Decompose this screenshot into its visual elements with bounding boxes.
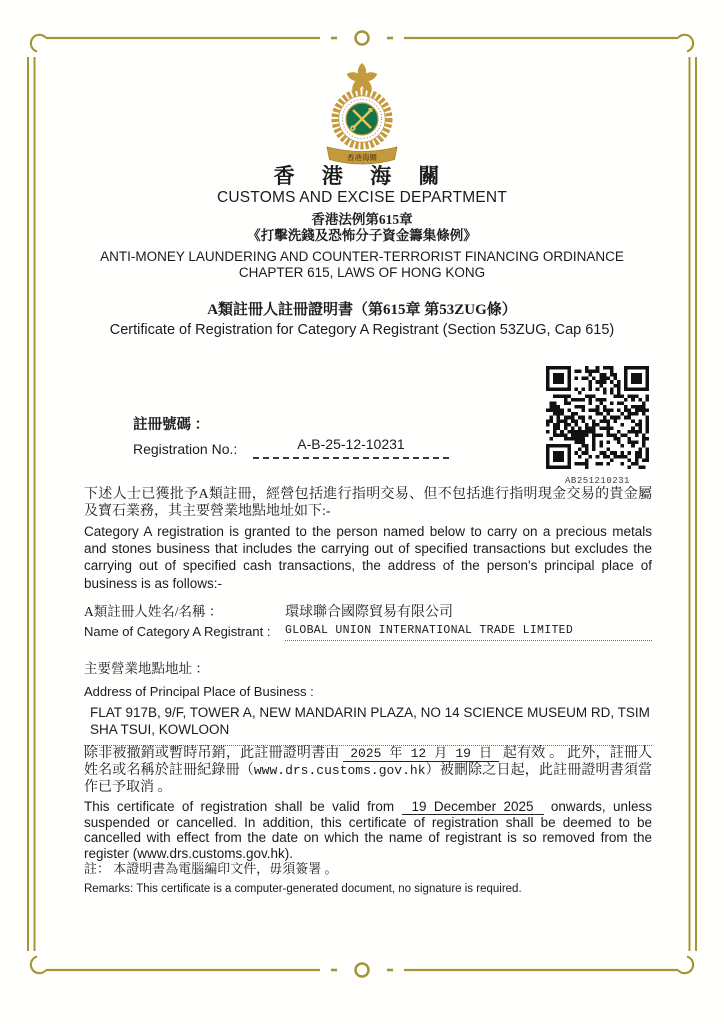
ordinance-name-zh: 《打擊洗錢及恐怖分子資金籌集條例》 <box>247 227 477 243</box>
validity-zh-text-3: ）被刪除之日起，此註冊證明書須當作已予取消 。 <box>84 762 653 795</box>
registration-number-label-en: Registration No.: <box>133 441 238 457</box>
certificate-title-en: Certificate of Registration for Category A Registrant (Section 53ZUG, Cap 615) <box>109 322 615 338</box>
registrant-name-labels <box>84 600 285 641</box>
validity-paragraph-en <box>84 799 652 861</box>
department-title-en: CUSTOMS AND EXCISE DEPARTMENT <box>216 189 507 206</box>
business-address-label-zh: 主要營業地點地址 ： <box>84 661 209 676</box>
department-title-zh: 香 港 海 關 <box>273 164 451 188</box>
validity-start-date-en: 19 December 2025 <box>402 799 544 815</box>
qr-code <box>546 366 649 469</box>
validity-en-text-2: onwards, unless suspended or cancelled. In addition, this certificate of registration shall be deemed to be cancelled with effect from the date on which the name of registrant is so removed from the register (www.drs.customs.gov.hk). <box>84 799 652 861</box>
ordinance-chapter-en: CHAPTER 615, LAWS OF HONG KONG <box>238 264 486 280</box>
grant-paragraph-en: Category A registration is granted to the person named below to carry on a precious metals and stones business that includes the carrying out of specified transactions but excludes the carrying out of specified cash transactions, the address of the person's principal place of business is as follows:- <box>84 524 652 591</box>
validity-paragraph-zh <box>84 746 652 796</box>
registration-number-value: A-B-25-12-10231 <box>253 436 449 459</box>
remarks-section <box>84 858 652 895</box>
remarks-en: Remarks: This certificate is a computer-generated document, no signature is required. <box>84 883 522 895</box>
validity-start-date-zh: 2025 年 12 月 19 日 <box>343 746 499 762</box>
qr-code-label: AB251210231 <box>565 476 630 486</box>
business-address-label-en: Address of Principal Place of Business : <box>84 684 314 699</box>
validity-paragraph <box>84 746 652 861</box>
grant-paragraph-zh: 下述人士已獲批予A類註冊，經營包括進行指明交易、但不包括進行指明現金交易的貴金屬及寶石業務，其主要營業地點地址如下:- <box>84 487 652 519</box>
border-ornament-top <box>331 32 393 45</box>
registrant-name-values <box>285 600 652 641</box>
registrant-name-en: GLOBAL UNION INTERNATIONAL TRADE LIMITED <box>285 624 574 637</box>
validity-zh-text-1: 除非被撤銷或暫時吊銷，此註冊證明書由 <box>84 746 340 761</box>
registrant-name-label-en: Name of Category A Registrant : <box>84 624 271 639</box>
registration-number-section <box>133 413 513 457</box>
ordinance-chapter-zh: 香港法例第615章 <box>311 212 413 227</box>
registrant-name-label-zh: A類註冊人姓名/名稱 ： <box>84 604 223 619</box>
ordinance-title-en <box>0 249 724 280</box>
border-ornament-bottom <box>331 964 393 977</box>
grant-paragraph <box>84 486 652 592</box>
business-address-section <box>84 657 652 746</box>
banner-text: 香港海關 <box>347 153 377 162</box>
registration-number-label-zh: 註冊號碼 ： <box>133 417 210 433</box>
business-address-value: FLAT 917B, 9/F, TOWER A, NEW MANDARIN PLAZA, NO 14 SCIENCE MUSEUM RD, TSIM SHA TSUI, KOWLOON <box>90 705 650 737</box>
certificate-title-zh: A類註冊人註冊證明書（第615章 第53ZUG條） <box>207 302 517 318</box>
ordinance-title-zh <box>0 212 724 243</box>
customs-emblem-graphic <box>314 62 410 166</box>
registrant-name-section <box>84 600 652 641</box>
customs-emblem <box>314 62 410 171</box>
bauhinia-flower-icon <box>346 63 379 94</box>
qr-code-block <box>546 366 649 486</box>
validity-zh-text-2: 起有效 。 此外，註冊人姓名或名稱於註冊紀錄冊（ <box>84 746 653 778</box>
validity-en-text-1: This certificate of registration shall be valid from <box>84 799 395 815</box>
remarks-zh: 註： 本證明書為電腦編印文件，毋須簽署 。 <box>84 861 338 876</box>
ordinance-name-en: ANTI-MONEY LAUNDERING AND COUNTER-TERRORIST FINANCING ORDINANCE <box>100 249 624 264</box>
register-url-zh: www.drs.customs.gov.hk <box>253 762 426 778</box>
registrant-name-zh: 環球聯合國際貿易有限公司 <box>285 605 453 620</box>
